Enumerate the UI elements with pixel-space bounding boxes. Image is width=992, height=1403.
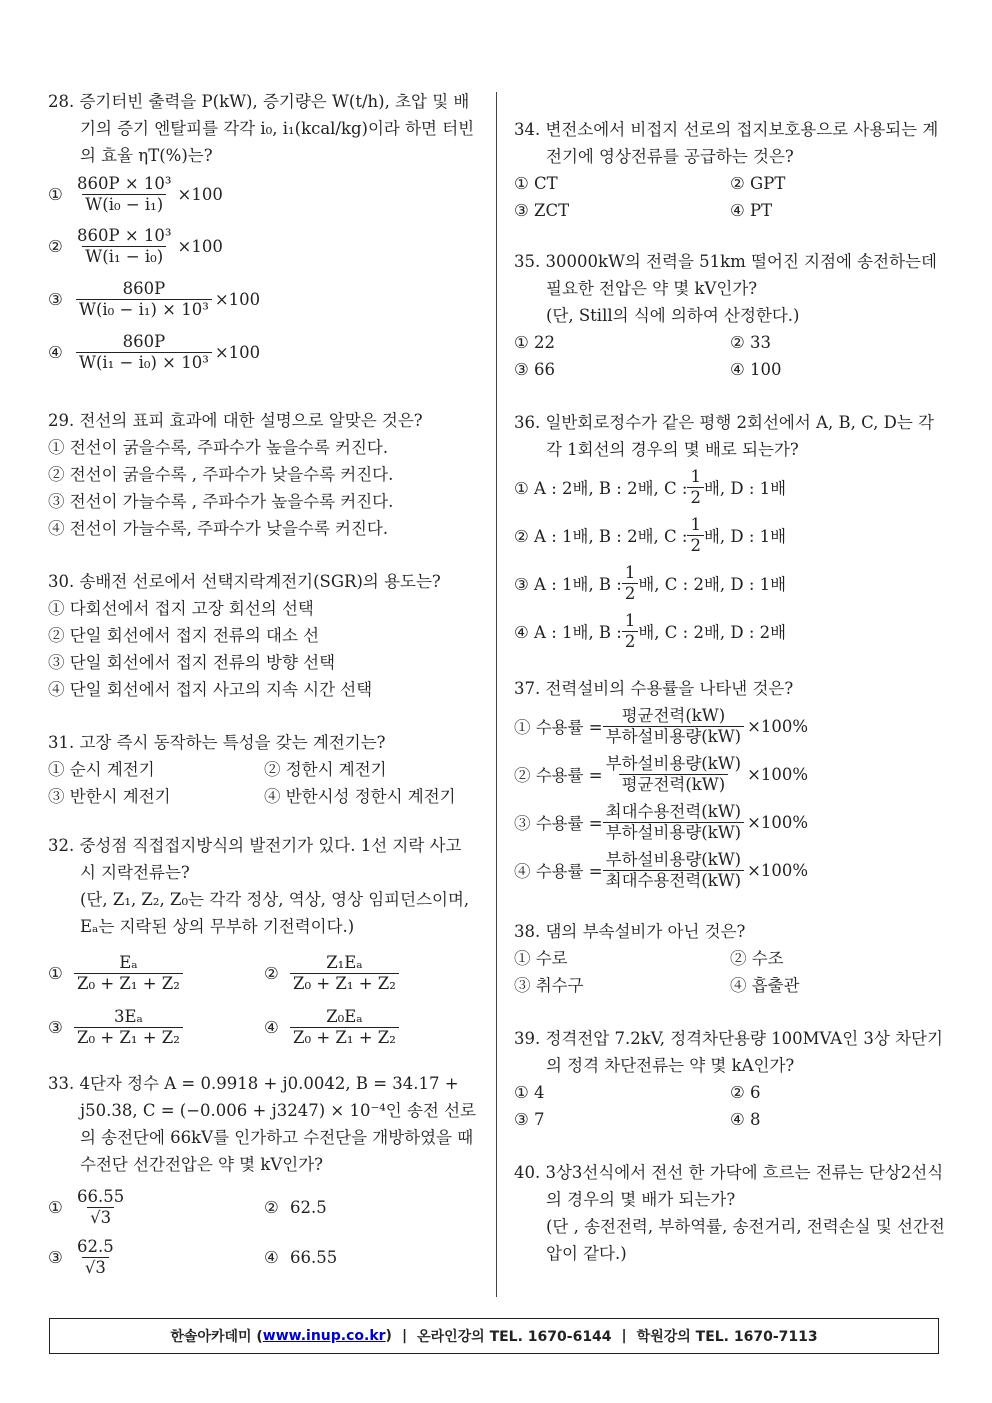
- fraction: $\frac{\text{부하설비용량(kW)}}{\text{최대수용전력(kW)}}$: [603, 850, 744, 891]
- fraction: $\frac{\text{860P × 10³}}{\text{W(i₀ − i₁)}}$: [77, 173, 172, 214]
- option-1[interactable]: ① CT: [514, 174, 558, 193]
- option-2[interactable]: ② 33: [730, 333, 772, 352]
- option-2[interactable]: ② A : 1배, B : 2배, C : $\frac{1}{2}$ 배, D : 1배: [514, 514, 787, 555]
- question-stem: 34. 변전소에서 비접지 선로의 접지보호용으로 사용되는 계전기에 영상전류를 공급하는 것은?: [514, 120, 939, 166]
- question-stem: 37. 전력설비의 수용률을 나타낸 것은?: [514, 679, 794, 698]
- question-34: [514, 116, 946, 224]
- option-4[interactable]: ④ 전선이 가늘수록, 주파수가 낮을수록 커진다.: [48, 519, 389, 538]
- question-stem: 35. 30000kW의 전력을 51km 떨어진 지점에 송전하는데 필요한 전압은 약 몇 kV인가?: [514, 252, 937, 298]
- footer-academy-tel: 학원강의 TEL. 1670-7113: [636, 1329, 818, 1345]
- option-3[interactable]: ③ $\frac{62.5}{√3}$: [48, 1232, 264, 1282]
- fraction: $\frac{\text{평균전력(kW)}}{\text{부하설비용량(kW)}}$: [603, 706, 744, 747]
- question-stem: 39. 정격전압 7.2kV, 정격차단용량 100MVA인 3상 차단기의 정격 차단전류는 약 몇 kA인가?: [514, 1029, 943, 1075]
- option-1[interactable]: ① A : 2배, B : 2배, C : $\frac{1}{2}$ 배, D : 1배: [514, 466, 787, 507]
- option-4[interactable]: ④ PT: [730, 201, 773, 220]
- option-3[interactable]: ③ 반한시 계전기: [48, 787, 171, 806]
- option-1[interactable]: ① 순시 계전기: [48, 760, 155, 779]
- question-stem: 31. 고장 즉시 동작하는 특성을 갖는 계전기는?: [48, 733, 386, 752]
- question-35: [514, 248, 946, 383]
- option-2[interactable]: ② 전선이 굵을수록 , 주파수가 낮을수록 커진다.: [48, 465, 394, 484]
- option-2[interactable]: ② $\frac{\text{Z₁Eₐ}}{\text{Z₀ + Z₁ + Z₂}}$: [264, 946, 480, 1000]
- fraction: $\frac{66.55}{√3}$: [77, 1186, 125, 1227]
- option-2[interactable]: ② GPT: [730, 174, 786, 193]
- option-1[interactable]: ① 4: [514, 1083, 545, 1102]
- option-4[interactable]: ④ A : 1배, B : $\frac{1}{2}$ 배, C : 2배, D : 2배: [514, 610, 787, 651]
- question-40: [514, 1159, 946, 1267]
- column-divider: [496, 92, 497, 1297]
- question-stem: 32. 중성점 직접접지방식의 발전기가 있다. 1선 지락 사고 시 지락전류는?: [48, 836, 462, 882]
- question-31: [48, 729, 480, 810]
- question-stem: 38. 댐의 부속설비가 아닌 것은?: [514, 922, 746, 941]
- option-1[interactable]: ① 전선이 굵을수록, 주파수가 높을수록 커진다.: [48, 438, 389, 457]
- option-3[interactable]: ③ ZCT: [514, 201, 570, 220]
- option-3[interactable]: ③ 취수구: [514, 976, 584, 995]
- fraction: $\frac{\text{부하설비용량(kW)}}{\text{평균전력(kW)}}$: [605, 753, 742, 794]
- option-4[interactable]: ④ 반한시성 정한시 계전기: [264, 787, 456, 806]
- option-4[interactable]: ④ $\frac{860P}{\text{W(i₁ − i₀) × 10³}}$ ×100: [48, 331, 261, 372]
- question-stem: 28. 증기터빈 출력을 P(kW), 증기량은 W(t/h), 초압 및 배기의 증기 엔탈피를 각각 i₀, i₁(kcal/kg)이라 하면 터빈의 효율 ηT(%)는?: [48, 92, 475, 165]
- option-2[interactable]: ② $\frac{\text{860P × 10³}}{\text{W(i₁ − i₀)}}$ ×100: [48, 225, 223, 266]
- footer-academy-name: 한솔아카데미 (: [170, 1329, 263, 1345]
- question-37: [514, 675, 946, 894]
- fraction: $\frac{1}{2}$: [622, 563, 639, 604]
- question-stem: 33. 4단자 정수 A = 0.9918 + j0.0042, B = 34.17 + j50.38, C = (−0.006 + j3247) × 10⁻⁴인 송전 선로의 송전단에 66kV를 인가하고 수전단을 개방하였을 때 수전단 선간전압은 약 몇 kV인가?: [48, 1074, 476, 1174]
- option-4[interactable]: ④ $\frac{\text{Z₀Eₐ}}{\text{Z₀ + Z₁ + Z₂}}$: [264, 1000, 480, 1054]
- question-32: [48, 832, 480, 1054]
- option-3[interactable]: ③ 7: [514, 1110, 545, 1129]
- option-3[interactable]: ③ 단일 회선에서 접지 전류의 방향 선택: [48, 653, 336, 672]
- left-column: [48, 88, 480, 1282]
- question-30: [48, 568, 480, 703]
- question-29: [48, 407, 480, 542]
- question-33: [48, 1070, 480, 1282]
- fraction: $\frac{\text{860P × 10³}}{\text{W(i₁ − i₀)}}$: [77, 225, 172, 266]
- question-36: [514, 409, 946, 655]
- option-4[interactable]: ④ 수용률 = $\frac{\text{부하설비용량(kW)}}{\text{최대수용전력(kW)}}$ ×100%: [514, 849, 809, 890]
- option-1[interactable]: ① 수로: [514, 949, 568, 968]
- option-4[interactable]: ④ 8: [730, 1110, 761, 1129]
- fraction: $\frac{1}{2}$: [622, 611, 639, 652]
- fraction: $\frac{1}{2}$: [687, 467, 704, 508]
- fraction: $\frac{\text{Eₐ}}{\text{Z₀ + Z₁ + Z₂}}$: [74, 953, 183, 994]
- option-4[interactable]: ④ 흡출관: [730, 976, 800, 995]
- fraction: $\frac{\text{3Eₐ}}{\text{Z₀ + Z₁ + Z₂}}$: [74, 1007, 183, 1048]
- question-stem: 40. 3상3선식에서 전선 한 가닥에 흐르는 전류는 단상2선식의 경우의 몇 배가 되는가?: [514, 1163, 944, 1209]
- option-4[interactable]: ④ 66.55: [264, 1247, 338, 1267]
- footer-bar: 한솔아카데미 ( www.inup.co.kr ) | 온라인강의 TEL. 1670-6144 | 학원강의 TEL. 1670-7113: [49, 1318, 939, 1354]
- option-2[interactable]: ② 단일 회선에서 접지 전류의 대소 선: [48, 626, 320, 645]
- option-1[interactable]: ① 22: [514, 333, 556, 352]
- question-stem: 29. 전선의 표피 효과에 대한 설명으로 알맞은 것은?: [48, 411, 423, 430]
- question-stem: 30. 송배전 선로에서 선택지락계전기(SGR)의 용도는?: [48, 572, 441, 591]
- option-4[interactable]: ④ 100: [730, 360, 782, 379]
- option-1[interactable]: ① 다회선에서 접지 고장 회선의 선택: [48, 599, 314, 618]
- footer-separator: |: [401, 1328, 408, 1344]
- fraction: $\frac{62.5}{√3}$: [77, 1236, 114, 1277]
- fraction: $\frac{\text{Z₁Eₐ}}{\text{Z₀ + Z₁ + Z₂}}$: [290, 953, 399, 994]
- option-3[interactable]: ③ 수용률 = $\frac{\text{최대수용전력(kW)}}{\text{부하설비용량(kW)}}$ ×100%: [514, 801, 809, 842]
- option-3[interactable]: ③ 전선이 가늘수록 , 주파수가 높을수록 커진다.: [48, 492, 394, 511]
- footer-website-link[interactable]: www.inup.co.kr: [262, 1328, 386, 1344]
- footer-online-tel: 온라인강의 TEL. 1670-6144: [417, 1329, 612, 1345]
- fraction: $\frac{\text{Z₀Eₐ}}{\text{Z₀ + Z₁ + Z₂}}$: [290, 1007, 399, 1048]
- question-28: [48, 88, 480, 379]
- option-3[interactable]: ③ $\frac{860P}{\text{W(i₀ − i₁) × 10³}}$ ×100: [48, 278, 261, 319]
- footer-separator: |: [621, 1328, 627, 1344]
- option-2[interactable]: ② 6: [730, 1083, 761, 1102]
- option-3[interactable]: ③ 66: [514, 360, 556, 379]
- option-1[interactable]: ① 수용률 = $\frac{\text{평균전력(kW)}}{\text{부하설비용량(kW)}}$ ×100%: [514, 705, 809, 746]
- question-stem: 36. 일반회로정수가 같은 평행 2회선에서 A, B, C, D는 각각 1회선의 경우의 몇 배로 되는가?: [514, 413, 934, 459]
- option-3[interactable]: ③ $\frac{\text{3Eₐ}}{\text{Z₀ + Z₁ + Z₂}}$: [48, 1000, 264, 1054]
- right-column: [514, 116, 946, 1267]
- question-39: [514, 1025, 946, 1133]
- option-1[interactable]: ① $\frac{66.55}{√3}$: [48, 1182, 264, 1232]
- option-2[interactable]: ② 정한시 계전기: [264, 760, 387, 779]
- question-note: (단, Still의 식에 의하여 산정한다.): [546, 306, 800, 325]
- option-2[interactable]: ② 수용률 = $\frac{\text{부하설비용량(kW)}}{\text{평균전력(kW)}}$ ×100%: [514, 753, 809, 794]
- fraction: $\frac{860P}{\text{W(i₁ − i₀) × 10³}}$: [76, 332, 212, 373]
- fraction: $\frac{1}{2}$: [687, 515, 704, 556]
- option-4[interactable]: ④ 단일 회선에서 접지 사고의 지속 시간 선택: [48, 680, 373, 699]
- option-3[interactable]: ③ A : 1배, B : $\frac{1}{2}$ 배, C : 2배, D : 1배: [514, 562, 787, 603]
- question-note: (단, Z₁, Z₂, Z₀는 각각 정상, 역상, 영상 임피던스이며, Eₐ는 지락된 상의 무부하 기전력이다.): [80, 890, 470, 936]
- option-1[interactable]: ① $\frac{\text{860P × 10³}}{\text{W(i₀ − i₁)}}$ ×100: [48, 173, 223, 214]
- question-note: (단 , 송전전력, 부하역률, 송전거리, 전력손실 및 선간전압이 같다.): [546, 1217, 945, 1263]
- fraction: $\frac{860P}{\text{W(i₀ − i₁) × 10³}}$: [76, 279, 212, 320]
- fraction: $\frac{\text{최대수용전력(kW)}}{\text{부하설비용량(kW)}}$: [603, 802, 744, 843]
- option-2[interactable]: ② 수조: [730, 949, 784, 968]
- question-38: [514, 918, 946, 999]
- option-1[interactable]: ① $\frac{\text{Eₐ}}{\text{Z₀ + Z₁ + Z₂}}$: [48, 946, 264, 1000]
- option-2[interactable]: ② 62.5: [264, 1197, 327, 1217]
